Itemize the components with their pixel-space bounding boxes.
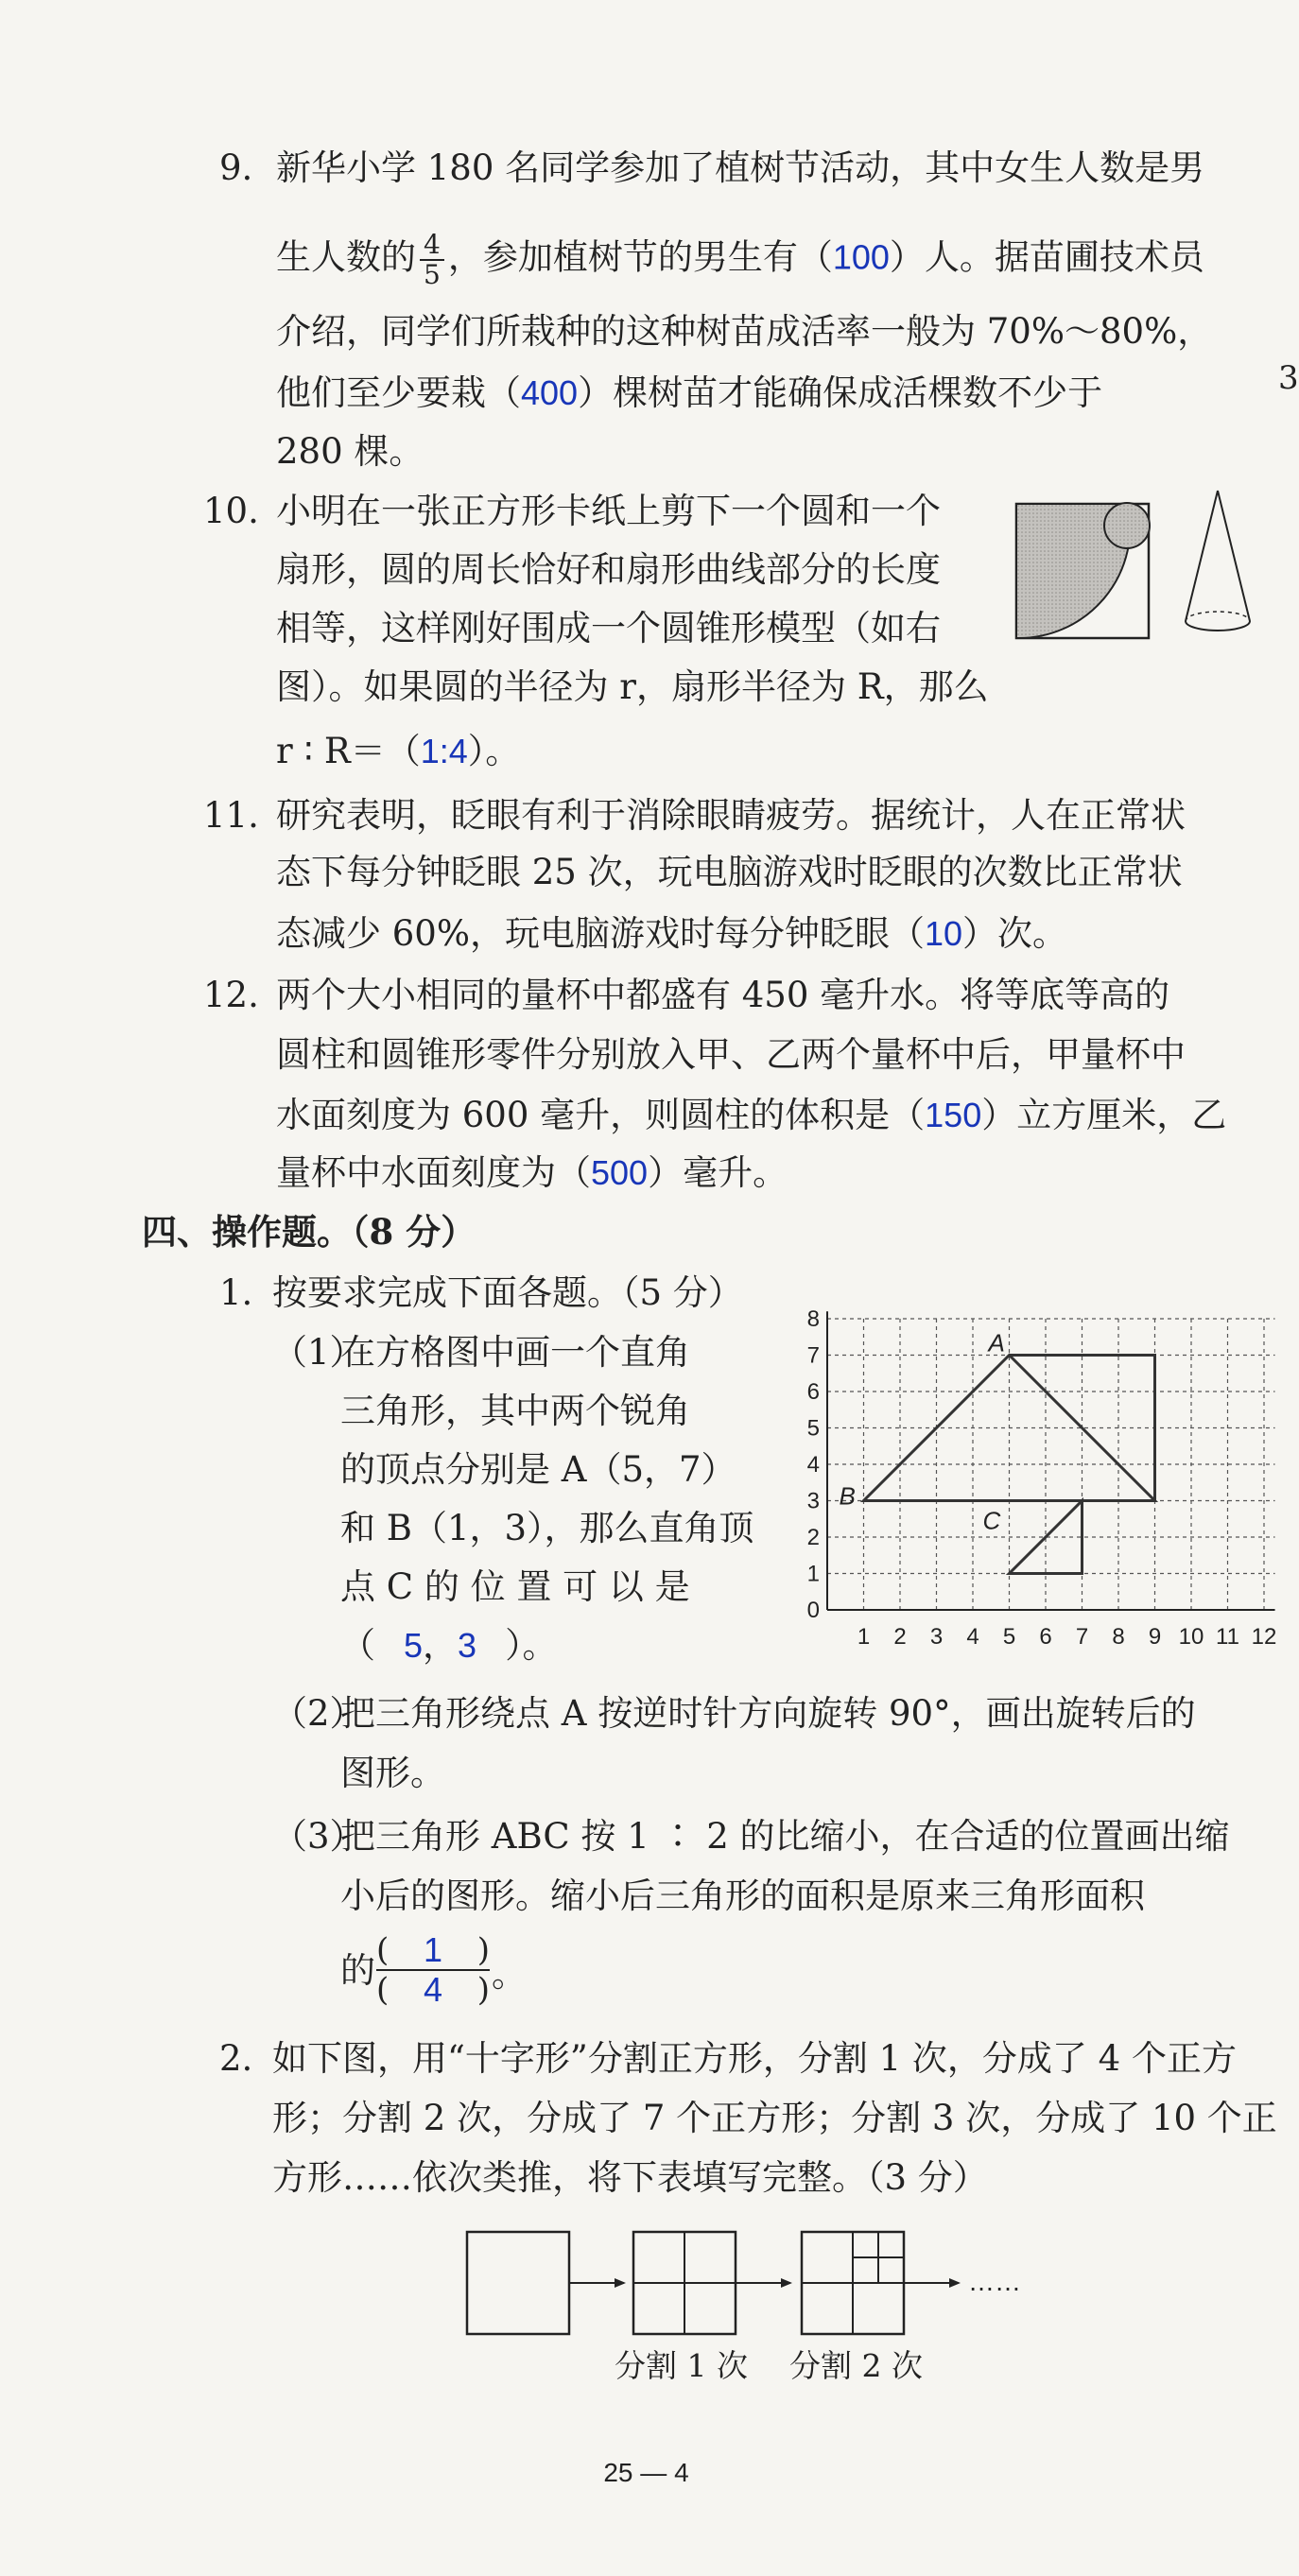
op1-part1-line5: 点 C 的 位 置 可 以 是	[340, 1566, 690, 1607]
q11-line1: 研究表明，眨眼有利于消除眼睛疲劳。据统计，人在正常状	[276, 795, 1186, 836]
q11-answer: 10	[925, 914, 963, 953]
q12-line1: 两个大小相同的量杯中都盛有 450 毫升水。将等底等高的	[276, 975, 1170, 1015]
q12-line3: 水面刻度为 600 毫升，则圆柱的体积是（150）立方厘米，乙	[276, 1095, 1227, 1135]
origin-label: 0	[806, 1598, 820, 1623]
edge-cutoff-mark: 3	[1278, 359, 1299, 397]
q12-line2: 圆柱和圆锥形零件分别放入甲、乙两个量杯中后，甲量杯中	[276, 1034, 1186, 1075]
q11-number: 11.	[203, 795, 259, 836]
y-tick-label: 3	[806, 1488, 820, 1514]
figure-ellipsis: ……	[968, 2267, 1021, 2296]
q12-line4: 量杯中水面刻度为（500）毫升。	[276, 1152, 788, 1193]
q10-line3: 相等，这样刚好围成一个圆锥形模型（如右	[276, 608, 941, 648]
op1-part2-label: （2）	[272, 1693, 365, 1734]
page-number: 25 — 4	[603, 2458, 689, 2487]
x-tick-label: 2	[893, 1624, 907, 1650]
op1-part3-label: （3）	[272, 1816, 365, 1857]
op1-part1-line1: 在方格图中画一个直角	[340, 1332, 690, 1373]
op1-part3-line1: 把三角形 ABC 按 1 ∶ 2 的比缩小，在合适的位置画出缩	[340, 1816, 1230, 1857]
op1-answer-numerator: 1	[423, 1930, 443, 1969]
y-tick-label: 6	[806, 1379, 820, 1405]
x-tick-label: 1	[857, 1624, 871, 1650]
cross-split-figure	[463, 2226, 1049, 2354]
point-a-label: A	[988, 1328, 1005, 1357]
op1-answer-denominator: 4	[423, 1970, 443, 2009]
q9-line1: 新华小学 180 名同学参加了植树节活动，其中女生人数是男	[276, 147, 1205, 188]
q10-line5: r ∶ R＝（1:4）。	[276, 731, 521, 771]
x-tick-label: 4	[966, 1624, 979, 1650]
x-tick-label: 11	[1216, 1624, 1239, 1650]
op1-part3-period: 。	[492, 1954, 527, 1995]
op1-part1-line3: 的顶点分别是 A（5，7）	[340, 1449, 736, 1490]
op2-line2: 形；分割 2 次，分成了 7 个正方形；分割 3 次，分成了 10 个正	[272, 2098, 1277, 2138]
q9-answer-boys: 100	[832, 237, 890, 277]
q11-line3: 态减少 60%，玩电脑游戏时每分钟眨眼（10）次。	[276, 913, 1068, 954]
q9-line3: 介绍，同学们所栽种的这种树苗成活率一般为 70%～80%，	[276, 311, 1213, 352]
x-tick-label: 12	[1251, 1624, 1277, 1650]
point-c-label: C	[982, 1506, 1001, 1535]
op2-line3: 方形……依次类推，将下表填写完整。（3 分）	[272, 2157, 988, 2198]
op1-part1-line4: 和 B（1，3），那么直角顶	[340, 1508, 754, 1548]
op1-answer-cx: 5	[404, 1626, 424, 1665]
q10-cone-figure	[1180, 487, 1256, 648]
op1-part2-line1: 把三角形绕点 A 按逆时针方向旋转 90°，画出旋转后的	[340, 1693, 1196, 1734]
q12-answer-level: 500	[591, 1153, 649, 1192]
op1-part1-label: （1）	[272, 1332, 365, 1373]
y-tick-label: 4	[806, 1452, 820, 1478]
y-tick-label: 1	[806, 1561, 820, 1587]
q9-line5: 280 棵。	[276, 431, 424, 472]
section4-title: 四、操作题。（8 分）	[142, 1211, 476, 1253]
q10-line1: 小明在一张正方形卡纸上剪下一个圆和一个	[276, 491, 941, 531]
q10-square-figure	[1013, 501, 1155, 645]
op1-part1-line6: （ 5，3 ）。	[340, 1625, 558, 1666]
q12-number: 12.	[203, 975, 259, 1015]
y-tick-label: 7	[806, 1342, 820, 1369]
q9-line4: 他们至少要栽（400）棵树苗才能确保成活棵数不少于	[276, 372, 1103, 413]
x-tick-label: 6	[1039, 1624, 1052, 1650]
q10-line4: 图）。如果圆的半径为 r，扇形半径为 R，那么	[276, 666, 989, 707]
coordinate-grid	[771, 1306, 1277, 1659]
op2-line1: 如下图，用“十字形”分割正方形，分割 1 次，分成了 4 个正方	[272, 2038, 1237, 2079]
op1-title: 按要求完成下面各题。（5 分）	[272, 1272, 743, 1313]
x-tick-label: 5	[1002, 1624, 1016, 1650]
x-tick-label: 7	[1075, 1624, 1089, 1650]
q9-fraction: $\frac{4}{5}$	[420, 231, 444, 289]
op1-part3-line3: 的	[340, 1950, 375, 1991]
op1-part3-line2: 小后的图形。缩小后三角形的面积是原来三角形面积	[340, 1876, 1145, 1916]
op1-part1-line2: 三角形，其中两个锐角	[340, 1391, 690, 1431]
q12-answer-cylinder: 150	[925, 1096, 982, 1134]
op2-number: 2.	[219, 2038, 253, 2079]
op1-part2-line2: 图形。	[340, 1753, 445, 1793]
x-tick-label: 3	[929, 1624, 944, 1650]
q9-line2: 生人数的 $\frac{4}{5}$ ，参加植树节的男生有（100）人。据苗圃技术员	[276, 229, 1204, 290]
q10-number: 10.	[203, 491, 259, 531]
op1-answer-cy: 3	[458, 1626, 477, 1665]
q10-answer: 1:4	[420, 732, 468, 770]
op1-number: 1.	[219, 1272, 253, 1313]
point-b-label: B	[839, 1481, 856, 1511]
y-tick-label: 2	[806, 1525, 820, 1550]
q9-answer-trees: 400	[521, 373, 579, 412]
x-tick-label: 9	[1148, 1624, 1162, 1650]
y-tick-label: 8	[806, 1306, 820, 1332]
q10-line2: 扇形，圆的周长恰好和扇形曲线部分的长度	[276, 549, 941, 590]
caption-split-2: 分割 2 次	[789, 2347, 923, 2384]
q11-line2: 态下每分钟眨眼 25 次，玩电脑游戏时眨眼的次数比正常状	[276, 852, 1183, 892]
y-tick-label: 5	[806, 1415, 820, 1442]
x-tick-label: 10	[1178, 1624, 1204, 1650]
x-tick-label: 8	[1112, 1624, 1125, 1650]
caption-split-1: 分割 1 次	[615, 2347, 748, 2384]
q9-number: 9.	[219, 147, 253, 188]
op1-part3-answer-fraction: ( 1 ) ( 4 )	[376, 1930, 490, 2009]
